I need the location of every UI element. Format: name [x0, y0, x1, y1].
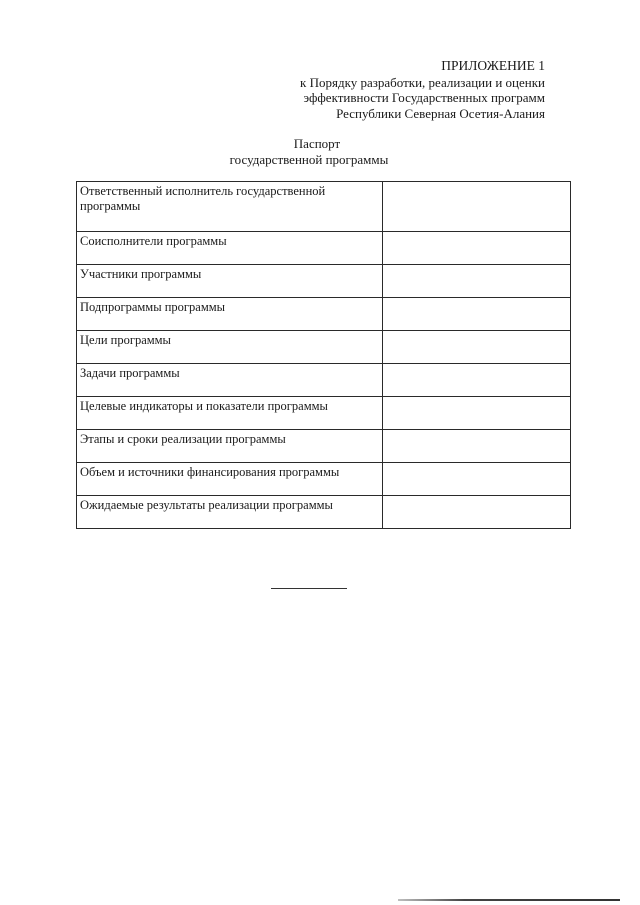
row-value [383, 232, 571, 265]
heading-program: государственной программы [229, 152, 389, 167]
row-value [383, 496, 571, 529]
row-value [383, 265, 571, 298]
table-row [77, 463, 571, 496]
heading-passport: Паспорт [293, 136, 341, 151]
row-label: Целевые индикаторы и показатели программы [77, 397, 383, 430]
table-row [77, 331, 571, 364]
appendix-line-3: Республики Северная Осетия-Алания [336, 105, 545, 121]
table-row [77, 496, 571, 529]
row-value [383, 463, 571, 496]
end-separator-line [271, 588, 347, 589]
table-row [77, 232, 571, 265]
row-label: Подпрограммы программы [77, 298, 383, 331]
row-value [383, 182, 571, 232]
row-label: Ожидаемые результаты реализации программы [77, 496, 383, 529]
row-value [383, 364, 571, 397]
row-label: Объем и источники финансирования программы [77, 463, 383, 496]
appendix-line-2: эффективности Государственных программ [303, 90, 545, 105]
row-label: Ответственный исполнитель государственной программы [77, 182, 383, 232]
row-label: Соисполнители программы [77, 232, 383, 265]
row-value [383, 331, 571, 364]
appendix-title: ПРИЛОЖЕНИЕ 1 [441, 58, 545, 73]
row-label: Этапы и сроки реализации программы [77, 430, 383, 463]
footer-scan-line [398, 899, 620, 901]
passport-table [76, 181, 571, 529]
table-row [77, 430, 571, 463]
row-value [383, 397, 571, 430]
row-value [383, 298, 571, 331]
table-row [77, 182, 571, 232]
row-label: Цели программы [77, 331, 383, 364]
document-heading [0, 136, 640, 168]
appendix-line-1: к Порядку разработки, реализации и оценки [300, 74, 545, 90]
table-row [77, 298, 571, 331]
row-value [383, 430, 571, 463]
table-row [77, 265, 571, 298]
appendix-header [300, 58, 545, 121]
table-row [77, 364, 571, 397]
row-label: Задачи программы [77, 364, 383, 397]
table-row [77, 397, 571, 430]
row-label: Участники программы [77, 265, 383, 298]
